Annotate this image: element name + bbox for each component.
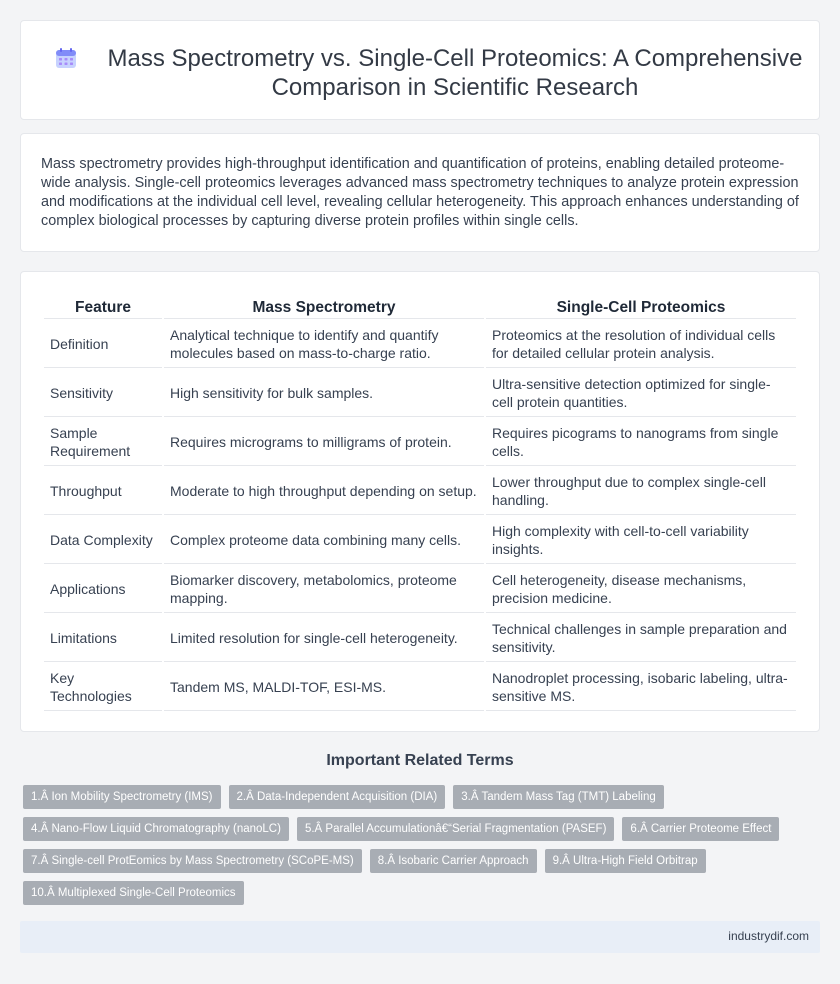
row-mass-spec: Analytical technique to identify and quantify molecules based on mass-to-charge ratio. — [164, 321, 484, 368]
table-row — [44, 517, 796, 564]
row-single-cell: Requires picograms to nanograms from single cells. — [486, 419, 796, 466]
related-terms-heading: Important Related Terms — [326, 752, 514, 769]
row-mass-spec: Biomarker discovery, metabolomics, proteome mapping. — [164, 566, 484, 613]
table-row — [44, 419, 796, 466]
footer — [20, 921, 820, 953]
table-row — [44, 321, 796, 368]
row-single-cell: High complexity with cell-to-cell variability insights. — [486, 517, 796, 564]
row-feature: Definition — [44, 321, 162, 368]
row-single-cell: Lower throughput due to complex single-cell handling. — [486, 468, 796, 515]
footer-site-link[interactable]: industrydif.com — [728, 929, 809, 943]
term-tag[interactable]: 5.Â Parallel Accumulationâ€“Serial Fragmentation (PASEF) — [297, 817, 614, 841]
row-feature: Key Technologies — [44, 664, 162, 711]
page-title: Mass Spectrometry vs. Single-Cell Proteomics: A Comprehensive Comparison in Scientific Research — [107, 45, 803, 101]
term-tag[interactable]: 1.Â Ion Mobility Spectrometry (IMS) — [23, 785, 221, 809]
header-single-cell-proteomics: Single-Cell Proteomics — [486, 299, 796, 319]
row-single-cell: Ultra-sensitive detection optimized for single-cell protein quantities. — [486, 370, 796, 417]
comparison-table — [42, 297, 798, 713]
term-tag[interactable]: 8.Â Isobaric Carrier Approach — [370, 849, 537, 873]
row-mass-spec: Complex proteome data combining many cells. — [164, 517, 484, 564]
row-mass-spec: Requires micrograms to milligrams of protein. — [164, 419, 484, 466]
table-row — [44, 468, 796, 515]
table-row — [44, 664, 796, 711]
term-tag[interactable]: 4.Â Nano-Flow Liquid Chromatography (nanoLC) — [23, 817, 289, 841]
term-tag[interactable]: 9.Â Ultra-High Field Orbitrap — [545, 849, 706, 873]
header-mass-spectrometry: Mass Spectrometry — [164, 299, 484, 319]
row-mass-spec: Tandem MS, MALDI-TOF, ESI-MS. — [164, 664, 484, 711]
row-feature: Sample Requirement — [44, 419, 162, 466]
row-single-cell: Nanodroplet processing, isobaric labeling, ultra-sensitive MS. — [486, 664, 796, 711]
row-mass-spec: Moderate to high throughput depending on setup. — [164, 468, 484, 515]
related-terms-list — [23, 785, 823, 905]
comparison-card — [20, 271, 820, 732]
row-feature: Throughput — [44, 468, 162, 515]
row-feature: Sensitivity — [44, 370, 162, 417]
row-single-cell: Proteomics at the resolution of individual cells for detailed cellular protein analysis. — [486, 321, 796, 368]
calendar-grid-icon — [55, 47, 77, 69]
table-row — [44, 370, 796, 417]
table-row — [44, 615, 796, 662]
row-feature: Limitations — [44, 615, 162, 662]
term-tag[interactable]: 3.Â Tandem Mass Tag (TMT) Labeling — [453, 785, 664, 809]
term-tag[interactable]: 6.Â Carrier Proteome Effect — [622, 817, 779, 841]
term-tag[interactable]: 10.Â Multiplexed Single-Cell Proteomics — [23, 881, 244, 905]
intro-card — [20, 133, 820, 252]
row-mass-spec: High sensitivity for bulk samples. — [164, 370, 484, 417]
row-single-cell: Technical challenges in sample preparation and sensitivity. — [486, 615, 796, 662]
term-tag[interactable]: 7.Â Single-cell ProtEomics by Mass Spectrometry (SCoPE-MS) — [23, 849, 362, 873]
row-feature: Applications — [44, 566, 162, 613]
term-tag[interactable]: 2.Â Data-Independent Acquisition (DIA) — [229, 785, 446, 809]
header-feature: Feature — [44, 299, 162, 319]
table-row — [44, 566, 796, 613]
row-single-cell: Cell heterogeneity, disease mechanisms, precision medicine. — [486, 566, 796, 613]
row-mass-spec: Limited resolution for single-cell heterogeneity. — [164, 615, 484, 662]
intro-paragraph: Mass spectrometry provides high-throughput identification and quantification of proteins, enabling detailed proteome-wide analysis. Single-cell proteomics leverages advanced mass spectrometry techniques to analyze protein expression and modifications at the individual cell level, revealing cellular heterogeneity. This approach enhances understanding of complex biological processes by capturing diverse protein profiles within single cells. — [41, 156, 799, 229]
title-card — [20, 20, 820, 120]
table-header-row — [44, 299, 796, 319]
row-feature: Data Complexity — [44, 517, 162, 564]
